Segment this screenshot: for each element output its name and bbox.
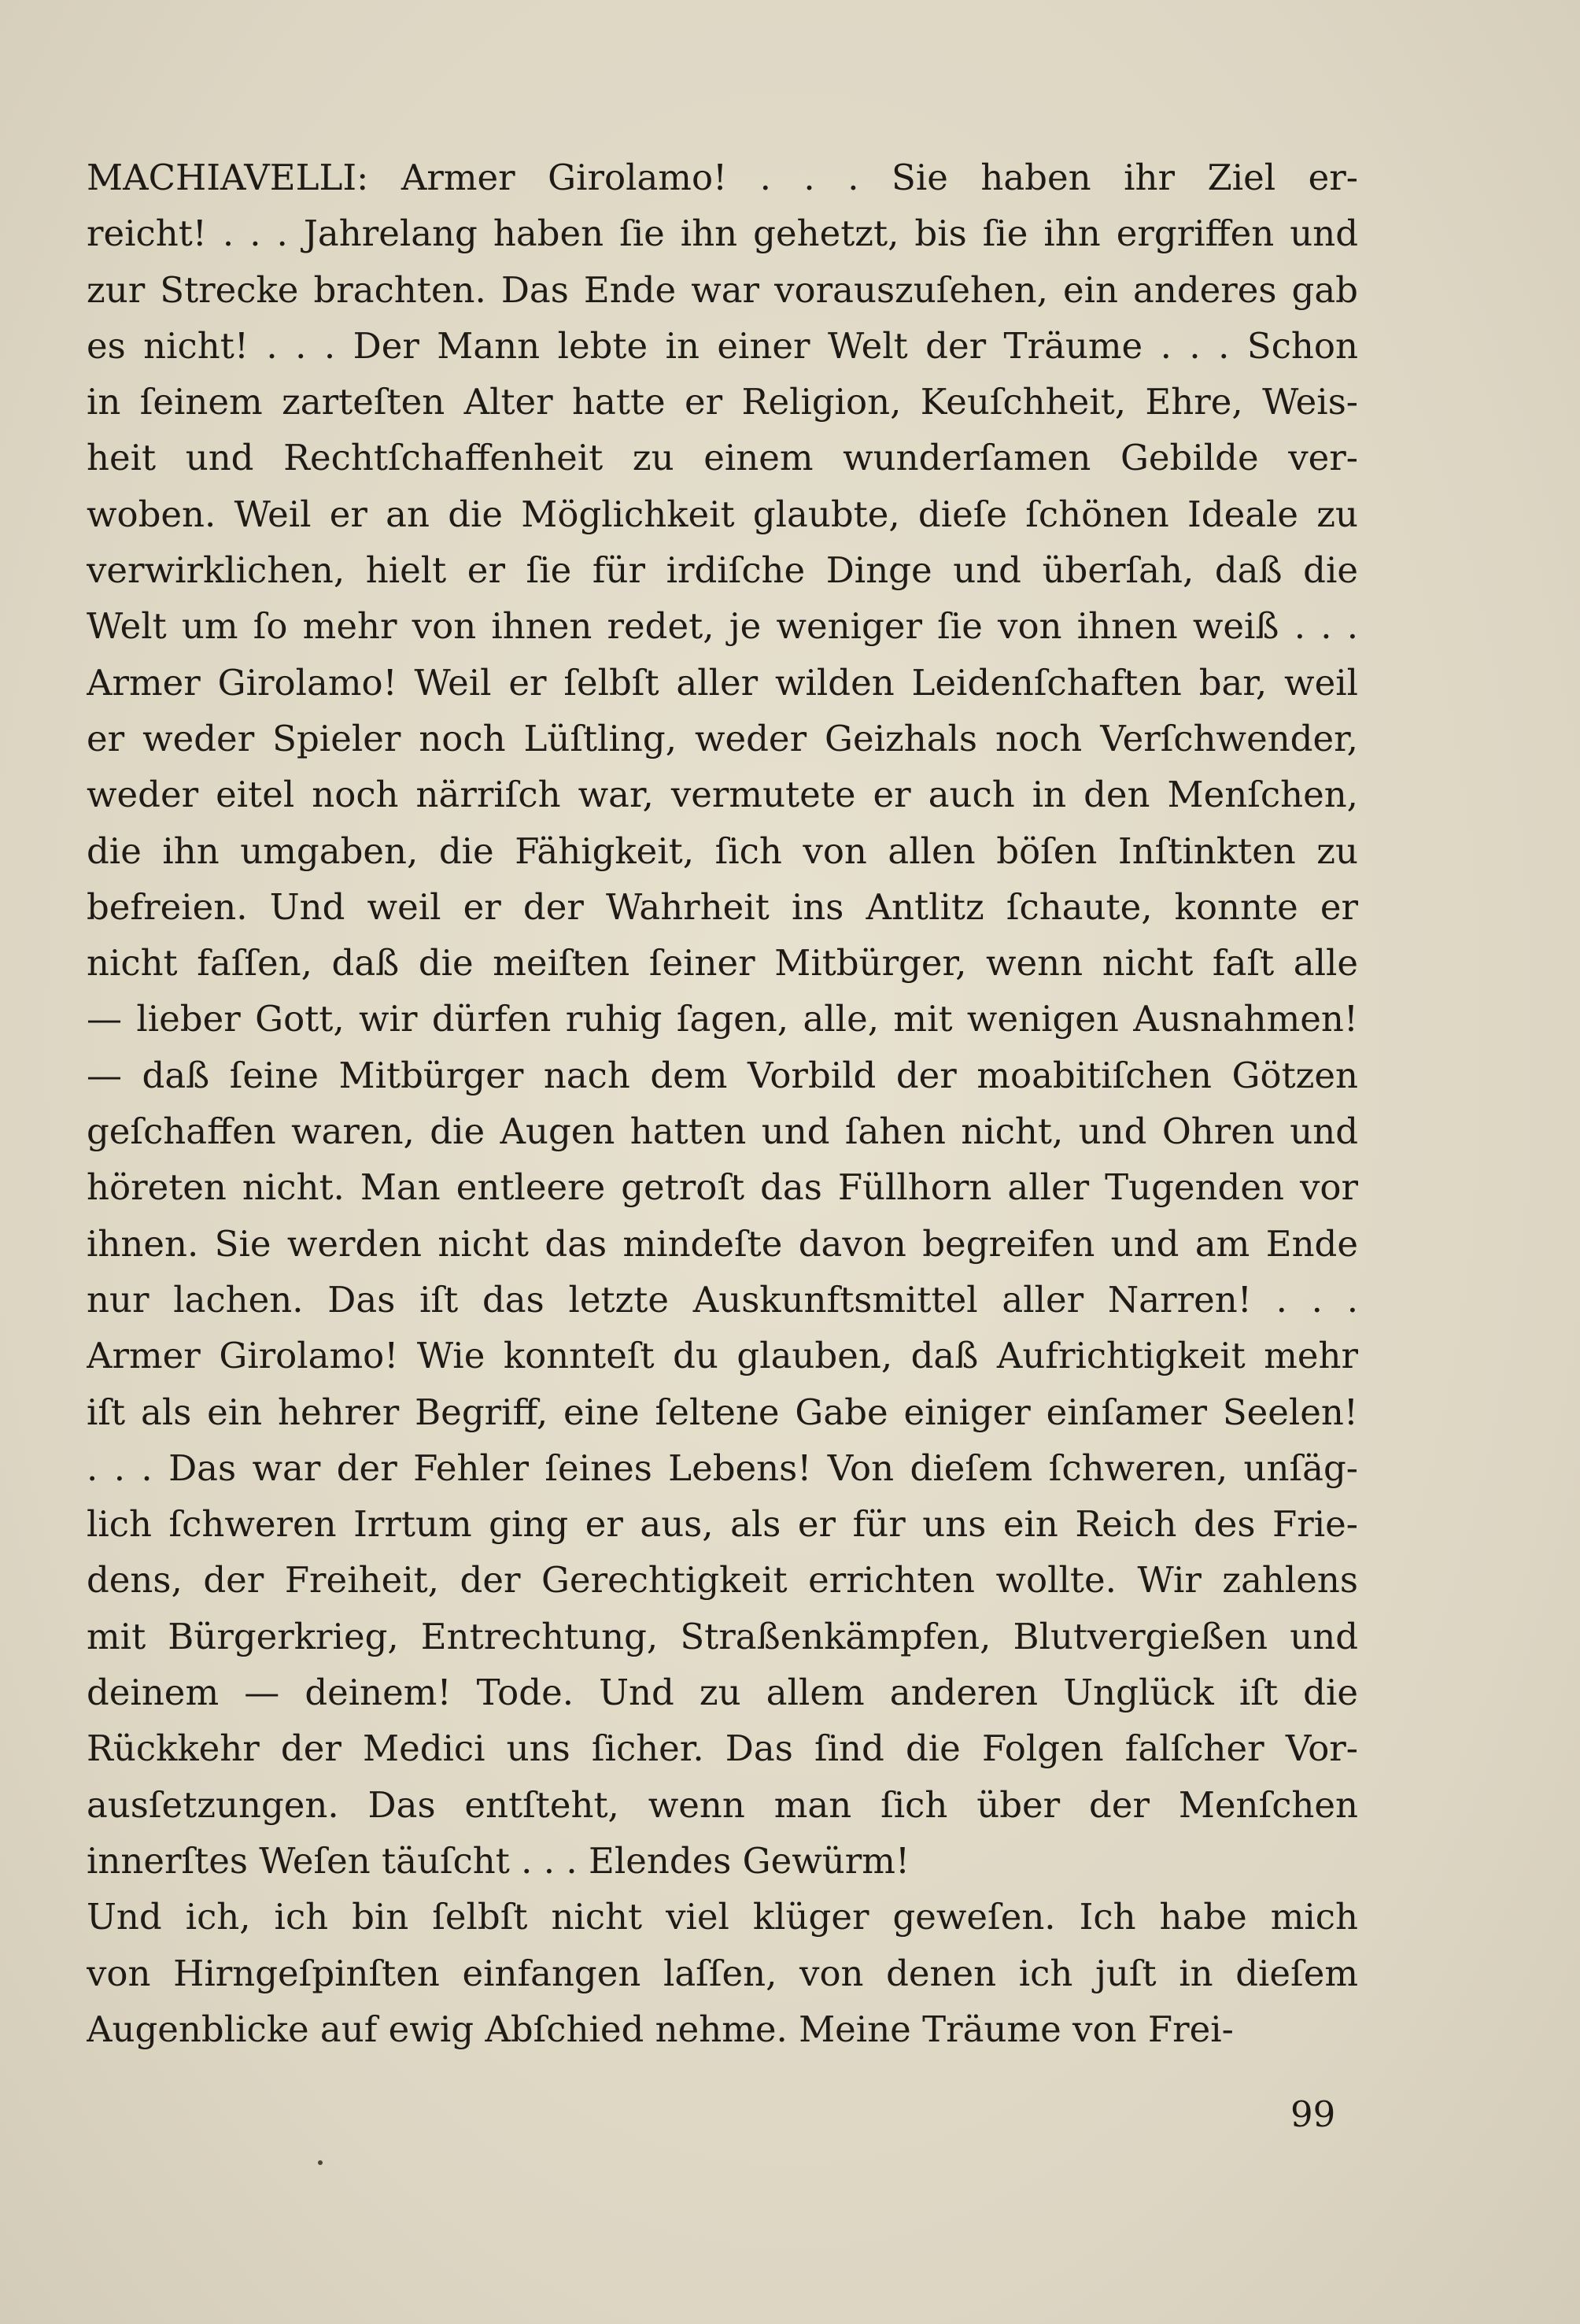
text-line: mit Bürgerkrieg, Entrechtung, Straßenkämpfen, Blutvergießen und bbox=[87, 1615, 1358, 1657]
text-line: es nicht! . . . Der Mann lebte in einer Welt der Träume . . . Schon bbox=[87, 324, 1358, 367]
text-line: lich ſchweren Irrtum ging er aus, als er für uns ein Reich des Frie- bbox=[87, 1503, 1358, 1546]
text-line: er weder Spieler noch Lüſtling, weder Geizhals noch Verſchwender, bbox=[87, 717, 1358, 759]
text-line: von Hirngeſpinſten einfangen laſſen, von denen ich juſt in dieſem bbox=[87, 1952, 1358, 1994]
text-line: in ſeinem zarteſten Alter hatte er Religion, Keuſchheit, Ehre, Weis- bbox=[87, 381, 1358, 423]
text-line: weder eitel noch närriſch war, vermutete er auch in den Menſchen, bbox=[87, 774, 1358, 816]
text-line: Augenblicke auf ewig Abſchied nehme. Meine Träume von Frei- bbox=[87, 2008, 1234, 2050]
body-text bbox=[87, 150, 1358, 2057]
text-line: Armer Girolamo! Weil er ſelbſt aller wilden Leidenſchaften bar, weil bbox=[87, 661, 1358, 704]
text-line: ihnen. Sie werden nicht das mindeſte davon begreifen und am Ende bbox=[87, 1222, 1358, 1265]
text-line: Welt um ſo mehr von ihnen redet, je weniger ſie von ihnen weiß . . . bbox=[87, 605, 1358, 648]
text-line: zur Strecke brachten. Das Ende war vorauszuſehen, ein anderes gab bbox=[87, 268, 1358, 311]
text-line: nur lachen. Das iſt das letzte Auskunftsmittel aller Narren! . . . bbox=[87, 1278, 1358, 1321]
text-line: MACHIAVELLI: Armer Girolamo! . . . Sie haben ihr Ziel er- bbox=[87, 157, 1358, 198]
paper-speck bbox=[318, 2160, 323, 2165]
text-line: iſt als ein hehrer Begriff, eine ſeltene Gabe einiger einſamer Seelen! bbox=[87, 1391, 1358, 1433]
text-line: nicht faſſen, daß die meiſten ſeiner Mitbürger, wenn nicht faſt alle bbox=[87, 942, 1358, 985]
text-line: verwirklichen, hielt er ſie für irdiſche Dinge und überſah, daß die bbox=[87, 549, 1358, 592]
text-line: dens, der Freiheit, der Gerechtigkeit errichten wollte. Wir zahlens bbox=[87, 1559, 1358, 1602]
text-line: reicht! . . . Jahrelang haben ſie ihn gehetzt, bis ſie ihn ergriffen und bbox=[87, 212, 1358, 255]
text-line: ausſetzungen. Das entſteht, wenn man ſich über der Menſchen bbox=[87, 1783, 1358, 1826]
text-line: Und ich, ich bin ſelbſt nicht viel klüger geweſen. Ich habe mich bbox=[87, 1896, 1358, 1938]
text-line: Rückkehr der Medici uns ſicher. Das ſind die Folgen falſcher Vor- bbox=[87, 1727, 1358, 1770]
text-line: . . . Das war der Fehler ſeines Lebens! Von dieſem ſchweren, unſäg- bbox=[87, 1446, 1358, 1489]
text-line: die ihn umgaben, die Fähigkeit, ſich von allen böſen Inſtinkten zu bbox=[87, 829, 1358, 872]
text-line: höreten nicht. Man entleere getroſt das Füllhorn aller Tugenden vor bbox=[87, 1166, 1358, 1209]
text-line: heit und Rechtſchaffenheit zu einem wunderſamen Gebilde ver- bbox=[87, 437, 1358, 479]
page-number: 99 bbox=[1290, 2093, 1336, 2135]
text-line: woben. Weil er an die Möglichkeit glaubte, dieſe ſchönen Ideale zu bbox=[87, 493, 1358, 535]
text-line: — daß ſeine Mitbürger nach dem Vorbild der moabitiſchen Götzen bbox=[87, 1054, 1358, 1096]
text-line: geſchaffen waren, die Augen hatten und ſahen nicht, und Ohren und bbox=[87, 1110, 1358, 1153]
text-line: — lieber Gott, wir dürfen ruhig ſagen, alle, mit wenigen Ausnahmen! bbox=[87, 998, 1358, 1040]
text-line: befreien. Und weil er der Wahrheit ins Antlitz ſchaute, konnte er bbox=[87, 885, 1358, 928]
text-line: innerſtes Weſen täuſcht . . . Elendes Gewürm! bbox=[87, 1839, 910, 1882]
text-line: deinem — deinem! Tode. Und zu allem anderen Unglück iſt die bbox=[87, 1672, 1358, 1714]
text-line: Armer Girolamo! Wie konnteſt du glauben, daß Aufrichtigkeit mehr bbox=[87, 1335, 1358, 1377]
